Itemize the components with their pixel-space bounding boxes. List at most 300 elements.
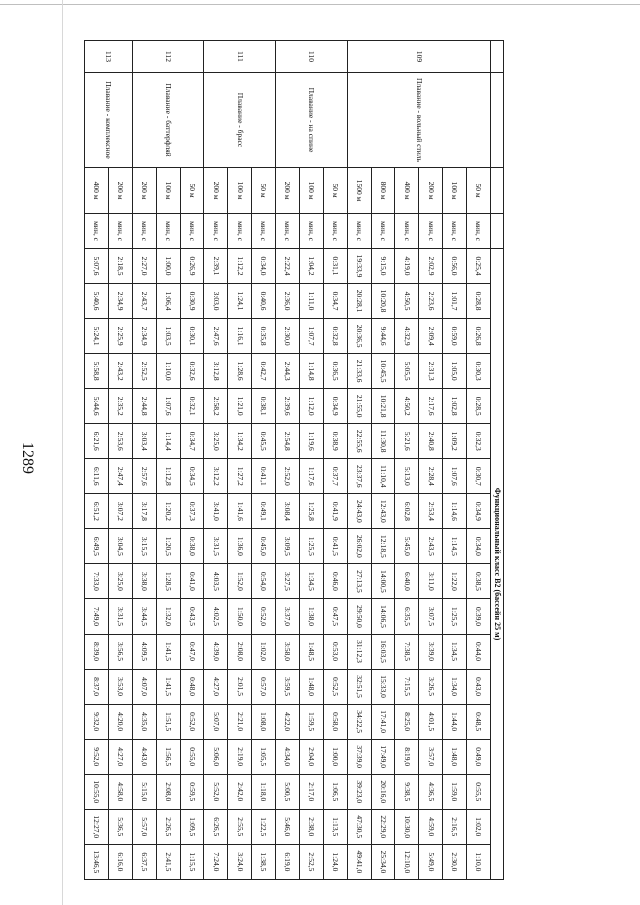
time-value-cell: 15:33,0 bbox=[371, 669, 395, 704]
time-value-cell: 2:17,6 bbox=[419, 389, 443, 424]
time-value-cell: 14:00,5 bbox=[371, 564, 395, 599]
time-value-cell: 3:24,0 bbox=[228, 844, 252, 879]
discipline-name: Плавание - комплексное bbox=[85, 73, 133, 168]
table-row bbox=[467, 41, 491, 880]
time-value-cell: 4:35,0 bbox=[132, 704, 156, 739]
time-value-cell: 1:25,5 bbox=[443, 599, 467, 634]
time-value-cell: 0:28,8 bbox=[467, 284, 491, 319]
time-value-cell: 47:30,5 bbox=[347, 809, 371, 844]
time-value-cell: 1:07,7 bbox=[300, 319, 324, 354]
unit-cell: мин, с bbox=[109, 214, 133, 249]
time-value-cell: 3:31,5 bbox=[109, 599, 133, 634]
time-value-cell: 2:38,0 bbox=[300, 809, 324, 844]
time-value-cell: 2:26,5 bbox=[156, 809, 180, 844]
time-value-cell: 34:22,5 bbox=[347, 704, 371, 739]
time-value-cell: 2:22,4 bbox=[276, 249, 300, 284]
time-value-cell: 2:30,0 bbox=[443, 844, 467, 879]
time-value-cell: 0:39,0 bbox=[467, 599, 491, 634]
time-value-cell: 2:57,6 bbox=[132, 459, 156, 494]
time-value-cell: 3:25,0 bbox=[204, 424, 228, 459]
time-value-cell: 25:34,0 bbox=[371, 844, 395, 879]
time-value-cell: 3:58,0 bbox=[276, 634, 300, 669]
time-value-cell: 3:27,5 bbox=[276, 564, 300, 599]
time-value-cell: 1:00,0 bbox=[323, 739, 347, 774]
time-value-cell: 1:14,6 bbox=[443, 494, 467, 529]
time-value-cell: 2:47,6 bbox=[204, 319, 228, 354]
time-value-cell: 0:42,7 bbox=[252, 354, 276, 389]
time-value-cell: 1:34,2 bbox=[228, 424, 252, 459]
time-value-cell: 1:10,0 bbox=[467, 844, 491, 879]
time-value-cell: 1:07,6 bbox=[156, 389, 180, 424]
time-value-cell: 1:12,0 bbox=[300, 389, 324, 424]
distance-cell: 200 м bbox=[276, 168, 300, 214]
time-value-cell: 0:41,0 bbox=[180, 564, 204, 599]
time-value-cell: 3:03,4 bbox=[132, 424, 156, 459]
time-value-cell: 0:40,6 bbox=[252, 284, 276, 319]
unit-cell: мин, с bbox=[156, 214, 180, 249]
time-value-cell: 27:13,5 bbox=[347, 564, 371, 599]
time-value-cell: 4:27,0 bbox=[109, 739, 133, 774]
distance-cell: 400 м bbox=[395, 168, 419, 214]
time-value-cell: 3:53,0 bbox=[109, 669, 133, 704]
time-value-cell: 0:25,4 bbox=[467, 249, 491, 284]
discipline-name: Плавание - баттерфляй bbox=[132, 73, 204, 168]
time-value-cell: 0:34,0 bbox=[252, 249, 276, 284]
time-value-cell: 5:49,0 bbox=[419, 844, 443, 879]
time-value-cell: 6:49,5 bbox=[85, 529, 109, 564]
time-value-cell: 6:21,6 bbox=[85, 424, 109, 459]
time-value-cell: 3:07,5 bbox=[419, 599, 443, 634]
time-value-cell: 3:41,0 bbox=[204, 494, 228, 529]
time-value-cell: 11:10,4 bbox=[371, 459, 395, 494]
time-value-cell: 1:34,5 bbox=[443, 634, 467, 669]
time-value-cell: 4:27,0 bbox=[204, 669, 228, 704]
unit-cell: мин, с bbox=[323, 214, 347, 249]
header-empty-cell bbox=[491, 214, 504, 249]
time-value-cell: 0:54,0 bbox=[252, 564, 276, 599]
time-value-cell: 0:36,5 bbox=[323, 354, 347, 389]
table-row bbox=[323, 41, 347, 880]
time-value-cell: 1:41,5 bbox=[156, 634, 180, 669]
time-value-cell: 0:34,7 bbox=[180, 424, 204, 459]
time-value-cell: 12:27,0 bbox=[85, 809, 109, 844]
time-value-cell: 1:59,5 bbox=[300, 704, 324, 739]
time-value-cell: 2:53,4 bbox=[419, 494, 443, 529]
time-value-cell: 13:46,5 bbox=[85, 844, 109, 879]
time-value-cell: 3:12,8 bbox=[204, 354, 228, 389]
time-value-cell: 3:39,0 bbox=[419, 634, 443, 669]
time-value-cell: 2:43,5 bbox=[419, 529, 443, 564]
time-value-cell: 9:44,6 bbox=[371, 319, 395, 354]
time-value-cell: 3:57,0 bbox=[419, 739, 443, 774]
time-value-cell: 1:17,6 bbox=[300, 459, 324, 494]
discipline-name: Плавание - на спине bbox=[276, 73, 348, 168]
unit-cell: мин, с bbox=[204, 214, 228, 249]
time-value-cell: 2:40,8 bbox=[419, 424, 443, 459]
time-value-cell: 2:58,2 bbox=[204, 389, 228, 424]
time-value-cell: 0:31,1 bbox=[323, 249, 347, 284]
time-value-cell: 0:30,9 bbox=[180, 284, 204, 319]
unit-cell: мин, с bbox=[85, 214, 109, 249]
time-value-cell: 1:25,8 bbox=[300, 494, 324, 529]
time-value-cell: 2:35,2 bbox=[109, 389, 133, 424]
time-value-cell: 1:14,8 bbox=[300, 354, 324, 389]
time-value-cell: 10:30,0 bbox=[395, 809, 419, 844]
time-value-cell: 0:46,0 bbox=[323, 564, 347, 599]
time-value-cell: 0:30,1 bbox=[180, 319, 204, 354]
time-value-cell: 4:07,0 bbox=[132, 669, 156, 704]
time-value-cell: 1:44,0 bbox=[443, 704, 467, 739]
time-value-cell: 4:50,5 bbox=[395, 284, 419, 319]
time-value-cell: 5:36,5 bbox=[109, 809, 133, 844]
time-value-cell: 7:15,5 bbox=[395, 669, 419, 704]
time-value-cell: 5:13,0 bbox=[395, 459, 419, 494]
time-value-cell: 8:25,0 bbox=[395, 704, 419, 739]
time-value-cell: 11:30,8 bbox=[371, 424, 395, 459]
time-value-cell: 0:32,3 bbox=[467, 424, 491, 459]
time-value-cell: 5:40,6 bbox=[85, 284, 109, 319]
time-value-cell: 49:41,0 bbox=[347, 844, 371, 879]
time-value-cell: 1:38,5 bbox=[252, 844, 276, 879]
time-value-cell: 1:04,2 bbox=[300, 249, 324, 284]
time-value-cell: 21:33,6 bbox=[347, 354, 371, 389]
time-value-cell: 4:02,5 bbox=[204, 599, 228, 634]
time-value-cell: 1:28,5 bbox=[156, 564, 180, 599]
time-value-cell: 0:49,1 bbox=[252, 494, 276, 529]
time-value-cell: 0:38,1 bbox=[252, 389, 276, 424]
time-value-cell: 0:48,0 bbox=[180, 669, 204, 704]
time-value-cell: 6:35,5 bbox=[395, 599, 419, 634]
table-row bbox=[252, 41, 276, 880]
time-value-cell: 9:38,5 bbox=[395, 774, 419, 809]
unit-cell: мин, с bbox=[300, 214, 324, 249]
time-value-cell: 1:19,6 bbox=[300, 424, 324, 459]
time-value-cell: 3:15,5 bbox=[132, 529, 156, 564]
time-value-cell: 0:43,0 bbox=[467, 669, 491, 704]
time-value-cell: 0:30,7 bbox=[467, 459, 491, 494]
time-value-cell: 10:55,0 bbox=[85, 774, 109, 809]
time-value-cell: 0:49,0 bbox=[467, 739, 491, 774]
time-value-cell: 1:18,0 bbox=[252, 774, 276, 809]
time-value-cell: 2:52,0 bbox=[276, 459, 300, 494]
time-value-cell: 19:33,9 bbox=[347, 249, 371, 284]
time-value-cell: 0:56,0 bbox=[443, 249, 467, 284]
standards-table bbox=[84, 40, 504, 880]
page-number: 1289 bbox=[19, 442, 36, 474]
time-value-cell: 0:59,5 bbox=[180, 774, 204, 809]
distance-cell: 100 м bbox=[300, 168, 324, 214]
distance-cell: 100 м bbox=[443, 168, 467, 214]
row-number: 113 bbox=[85, 41, 133, 73]
time-value-cell: 5:06,0 bbox=[204, 739, 228, 774]
time-value-cell: 1:20,5 bbox=[156, 529, 180, 564]
time-value-cell: 24:43,0 bbox=[347, 494, 371, 529]
time-value-cell: 2:54,8 bbox=[276, 424, 300, 459]
time-value-cell: 4:36,5 bbox=[419, 774, 443, 809]
time-value-cell: 0:34,9 bbox=[467, 494, 491, 529]
time-value-cell: 5:46,0 bbox=[276, 809, 300, 844]
time-value-cell: 1:22,5 bbox=[252, 809, 276, 844]
time-value-cell: 2:39,6 bbox=[276, 389, 300, 424]
time-value-cell: 1:06,5 bbox=[323, 774, 347, 809]
time-value-cell: 6:40,0 bbox=[395, 564, 419, 599]
time-value-cell: 2:28,4 bbox=[419, 459, 443, 494]
time-value-cell: 2:09,4 bbox=[419, 319, 443, 354]
time-value-cell: 3:56,5 bbox=[109, 634, 133, 669]
time-value-cell: 1:32,0 bbox=[156, 599, 180, 634]
time-value-cell: 1:13,5 bbox=[323, 809, 347, 844]
time-value-cell: 1:10,0 bbox=[156, 354, 180, 389]
time-value-cell: 4:09,5 bbox=[132, 634, 156, 669]
time-value-cell: 12:18,5 bbox=[371, 529, 395, 564]
time-value-cell: 1:51,5 bbox=[156, 704, 180, 739]
time-value-cell: 10:21,8 bbox=[371, 389, 395, 424]
time-value-cell: 0:55,5 bbox=[467, 774, 491, 809]
time-value-cell: 37:39,0 bbox=[347, 739, 371, 774]
time-value-cell: 1:56,5 bbox=[156, 739, 180, 774]
distance-cell: 50 м bbox=[467, 168, 491, 214]
time-value-cell: 20:36,5 bbox=[347, 319, 371, 354]
time-value-cell: 1:05,0 bbox=[443, 354, 467, 389]
time-value-cell: 2:19,0 bbox=[228, 739, 252, 774]
time-value-cell: 3:31,5 bbox=[204, 529, 228, 564]
time-value-cell: 2:44,8 bbox=[132, 389, 156, 424]
time-value-cell: 17:41,0 bbox=[371, 704, 395, 739]
time-value-cell: 39:23,0 bbox=[347, 774, 371, 809]
time-value-cell: 2:42,0 bbox=[228, 774, 252, 809]
header-row bbox=[491, 41, 504, 880]
time-value-cell: 31:12,3 bbox=[347, 634, 371, 669]
time-value-cell: 1:36,0 bbox=[228, 529, 252, 564]
header-empty-cell bbox=[491, 41, 504, 73]
time-value-cell: 2:23,6 bbox=[419, 284, 443, 319]
time-value-cell: 2:55,5 bbox=[228, 809, 252, 844]
time-value-cell: 4:34,0 bbox=[276, 739, 300, 774]
unit-cell: мин, с bbox=[371, 214, 395, 249]
time-value-cell: 2:31,3 bbox=[419, 354, 443, 389]
time-value-cell: 0:52,5 bbox=[323, 669, 347, 704]
row-number: 110 bbox=[276, 41, 348, 73]
time-value-cell: 1:25,5 bbox=[300, 529, 324, 564]
time-value-cell: 22:29,0 bbox=[371, 809, 395, 844]
time-value-cell: 8:19,0 bbox=[395, 739, 419, 774]
time-value-cell: 2:36,0 bbox=[276, 284, 300, 319]
time-value-cell: 7:24,0 bbox=[204, 844, 228, 879]
time-value-cell: 3:17,8 bbox=[132, 494, 156, 529]
time-value-cell: 5:05,5 bbox=[395, 354, 419, 389]
time-value-cell: 4:03,5 bbox=[204, 564, 228, 599]
time-value-cell: 1:27,2 bbox=[228, 459, 252, 494]
time-value-cell: 2:34,9 bbox=[109, 284, 133, 319]
time-value-cell: 2:43,7 bbox=[132, 284, 156, 319]
time-value-cell: 1:09,5 bbox=[180, 809, 204, 844]
time-value-cell: 6:26,5 bbox=[204, 809, 228, 844]
time-value-cell: 14:06,5 bbox=[371, 599, 395, 634]
time-value-cell: 0:26,9 bbox=[180, 249, 204, 284]
time-value-cell: 2:41,5 bbox=[156, 844, 180, 879]
time-value-cell: 2:30,0 bbox=[276, 319, 300, 354]
unit-cell: мин, с bbox=[132, 214, 156, 249]
time-value-cell: 20:28,1 bbox=[347, 284, 371, 319]
time-value-cell: 5:45,0 bbox=[395, 529, 419, 564]
time-value-cell: 0:38,0 bbox=[180, 529, 204, 564]
time-value-cell: 1:00,0 bbox=[156, 249, 180, 284]
time-value-cell: 1:16,1 bbox=[228, 319, 252, 354]
time-value-cell: 5:52,0 bbox=[204, 774, 228, 809]
time-value-cell: 0:41,9 bbox=[323, 494, 347, 529]
row-number: 111 bbox=[204, 41, 276, 73]
time-value-cell: 5:44,6 bbox=[85, 389, 109, 424]
time-value-cell: 0:41,5 bbox=[323, 529, 347, 564]
time-value-cell: 4:32,9 bbox=[395, 319, 419, 354]
time-value-cell: 2:01,5 bbox=[228, 669, 252, 704]
time-value-cell: 2:08,0 bbox=[156, 774, 180, 809]
time-value-cell: 0:28,5 bbox=[467, 389, 491, 424]
time-value-cell: 2:02,9 bbox=[419, 249, 443, 284]
unit-cell: мин, с bbox=[180, 214, 204, 249]
time-value-cell: 1:34,0 bbox=[443, 669, 467, 704]
time-value-cell: 1:02,0 bbox=[467, 809, 491, 844]
time-value-cell: 1:14,4 bbox=[156, 424, 180, 459]
time-value-cell: 7:49,0 bbox=[85, 599, 109, 634]
time-value-cell: 6:11,6 bbox=[85, 459, 109, 494]
time-value-cell: 23:37,6 bbox=[347, 459, 371, 494]
time-value-cell: 8:37,0 bbox=[85, 669, 109, 704]
time-value-cell: 1:14,5 bbox=[443, 529, 467, 564]
row-number: 112 bbox=[132, 41, 204, 73]
time-value-cell: 0:43,5 bbox=[180, 599, 204, 634]
time-value-cell: 0:48,5 bbox=[467, 704, 491, 739]
time-value-cell: 1:12,8 bbox=[156, 459, 180, 494]
time-value-cell: 5:00,5 bbox=[276, 774, 300, 809]
time-value-cell: 2:17,0 bbox=[300, 774, 324, 809]
distance-cell: 200 м bbox=[132, 168, 156, 214]
time-value-cell: 0:32,8 bbox=[323, 319, 347, 354]
time-value-cell: 4:58,0 bbox=[109, 774, 133, 809]
time-value-cell: 21:55,0 bbox=[347, 389, 371, 424]
time-value-cell: 2:47,4 bbox=[109, 459, 133, 494]
time-value-cell: 4:43,0 bbox=[132, 739, 156, 774]
time-value-cell: 9:15,0 bbox=[371, 249, 395, 284]
time-value-cell: 0:52,0 bbox=[180, 704, 204, 739]
time-value-cell: 1:24,0 bbox=[323, 844, 347, 879]
distance-cell: 1500 м bbox=[347, 168, 371, 214]
time-value-cell: 2:18,5 bbox=[109, 249, 133, 284]
time-value-cell: 1:52,0 bbox=[228, 564, 252, 599]
header-empty-cell bbox=[491, 168, 504, 214]
time-value-cell: 0:41,1 bbox=[252, 459, 276, 494]
time-value-cell: 3:09,5 bbox=[276, 529, 300, 564]
time-value-cell: 2:43,2 bbox=[109, 354, 133, 389]
time-value-cell: 4:50,2 bbox=[395, 389, 419, 424]
time-value-cell: 1:02,8 bbox=[443, 389, 467, 424]
time-value-cell: 4:19,0 bbox=[395, 249, 419, 284]
time-value-cell: 1:11,0 bbox=[300, 284, 324, 319]
rotated-table-container bbox=[84, 40, 504, 879]
time-value-cell: 3:07,2 bbox=[109, 494, 133, 529]
time-value-cell: 1:41,6 bbox=[228, 494, 252, 529]
time-value-cell: 0:38,9 bbox=[323, 424, 347, 459]
time-value-cell: 4:39,0 bbox=[204, 634, 228, 669]
time-value-cell: 2:25,9 bbox=[109, 319, 133, 354]
time-value-cell: 1:06,4 bbox=[156, 284, 180, 319]
time-value-cell: 0:45,0 bbox=[252, 529, 276, 564]
time-value-cell: 17:49,0 bbox=[371, 739, 395, 774]
unit-cell: мин, с bbox=[276, 214, 300, 249]
time-value-cell: 0:32,6 bbox=[180, 354, 204, 389]
time-value-cell: 1:02,0 bbox=[252, 634, 276, 669]
time-value-cell: 1:15,5 bbox=[180, 844, 204, 879]
rotated-table-area bbox=[84, 40, 504, 879]
time-value-cell: 3:11,0 bbox=[419, 564, 443, 599]
time-value-cell: 1:38,0 bbox=[300, 599, 324, 634]
discipline-name: Плавание - брасс bbox=[204, 73, 276, 168]
time-value-cell: 6:02,8 bbox=[395, 494, 419, 529]
time-value-cell: 5:07,0 bbox=[204, 704, 228, 739]
time-value-cell: 20:16,0 bbox=[371, 774, 395, 809]
time-value-cell: 1:50,0 bbox=[228, 599, 252, 634]
time-value-cell: 0:53,0 bbox=[323, 634, 347, 669]
table-row bbox=[109, 41, 133, 880]
page-edge-top bbox=[0, 4, 640, 5]
time-value-cell: 29:50,0 bbox=[347, 599, 371, 634]
time-value-cell: 4:01,5 bbox=[419, 704, 443, 739]
time-value-cell: 0:44,0 bbox=[467, 634, 491, 669]
time-value-cell: 1:22,0 bbox=[443, 564, 467, 599]
time-value-cell: 3:38,0 bbox=[132, 564, 156, 599]
time-value-cell: 9:52,0 bbox=[85, 739, 109, 774]
time-value-cell: 0:30,3 bbox=[467, 354, 491, 389]
time-value-cell: 3:59,5 bbox=[276, 669, 300, 704]
time-value-cell: 1:21,0 bbox=[228, 389, 252, 424]
time-value-cell: 5:21,6 bbox=[395, 424, 419, 459]
distance-cell: 200 м bbox=[419, 168, 443, 214]
time-value-cell: 5:24,1 bbox=[85, 319, 109, 354]
distance-cell: 50 м bbox=[252, 168, 276, 214]
time-value-cell: 0:26,8 bbox=[467, 319, 491, 354]
row-number: 109 bbox=[347, 41, 490, 73]
unit-cell: мин, с bbox=[467, 214, 491, 249]
time-value-cell: 1:05,5 bbox=[252, 739, 276, 774]
unit-cell: мин, с bbox=[228, 214, 252, 249]
time-value-cell: 2:39,1 bbox=[204, 249, 228, 284]
time-value-cell: 1:59,0 bbox=[443, 774, 467, 809]
time-value-cell: 1:07,6 bbox=[443, 459, 467, 494]
time-value-cell: 2:44,3 bbox=[276, 354, 300, 389]
distance-cell: 100 м bbox=[228, 168, 252, 214]
distance-cell: 200 м bbox=[109, 168, 133, 214]
time-value-cell: 0:58,0 bbox=[323, 704, 347, 739]
time-value-cell: 0:57,0 bbox=[252, 669, 276, 704]
time-value-cell: 5:07,6 bbox=[85, 249, 109, 284]
page-edge-left bbox=[62, 0, 63, 905]
time-value-cell: 2:21,0 bbox=[228, 704, 252, 739]
time-value-cell: 10:45,5 bbox=[371, 354, 395, 389]
time-value-cell: 4:22,0 bbox=[276, 704, 300, 739]
header-empty-cell bbox=[491, 73, 504, 168]
discipline-name: Плавание - вольный стиль bbox=[347, 73, 490, 168]
time-value-cell: 2:53,6 bbox=[109, 424, 133, 459]
time-value-cell: 1:03,5 bbox=[156, 319, 180, 354]
time-value-cell: 6:16,0 bbox=[109, 844, 133, 879]
time-value-cell: 0:35,8 bbox=[252, 319, 276, 354]
time-value-cell: 0:34,7 bbox=[323, 284, 347, 319]
time-value-cell: 5:57,0 bbox=[132, 809, 156, 844]
time-value-cell: 6:19,0 bbox=[276, 844, 300, 879]
table-header: Функциональный класс В2 (бассейн 25 м) bbox=[491, 249, 504, 880]
distance-cell: 100 м bbox=[156, 168, 180, 214]
time-value-cell: 0:34,9 bbox=[323, 389, 347, 424]
